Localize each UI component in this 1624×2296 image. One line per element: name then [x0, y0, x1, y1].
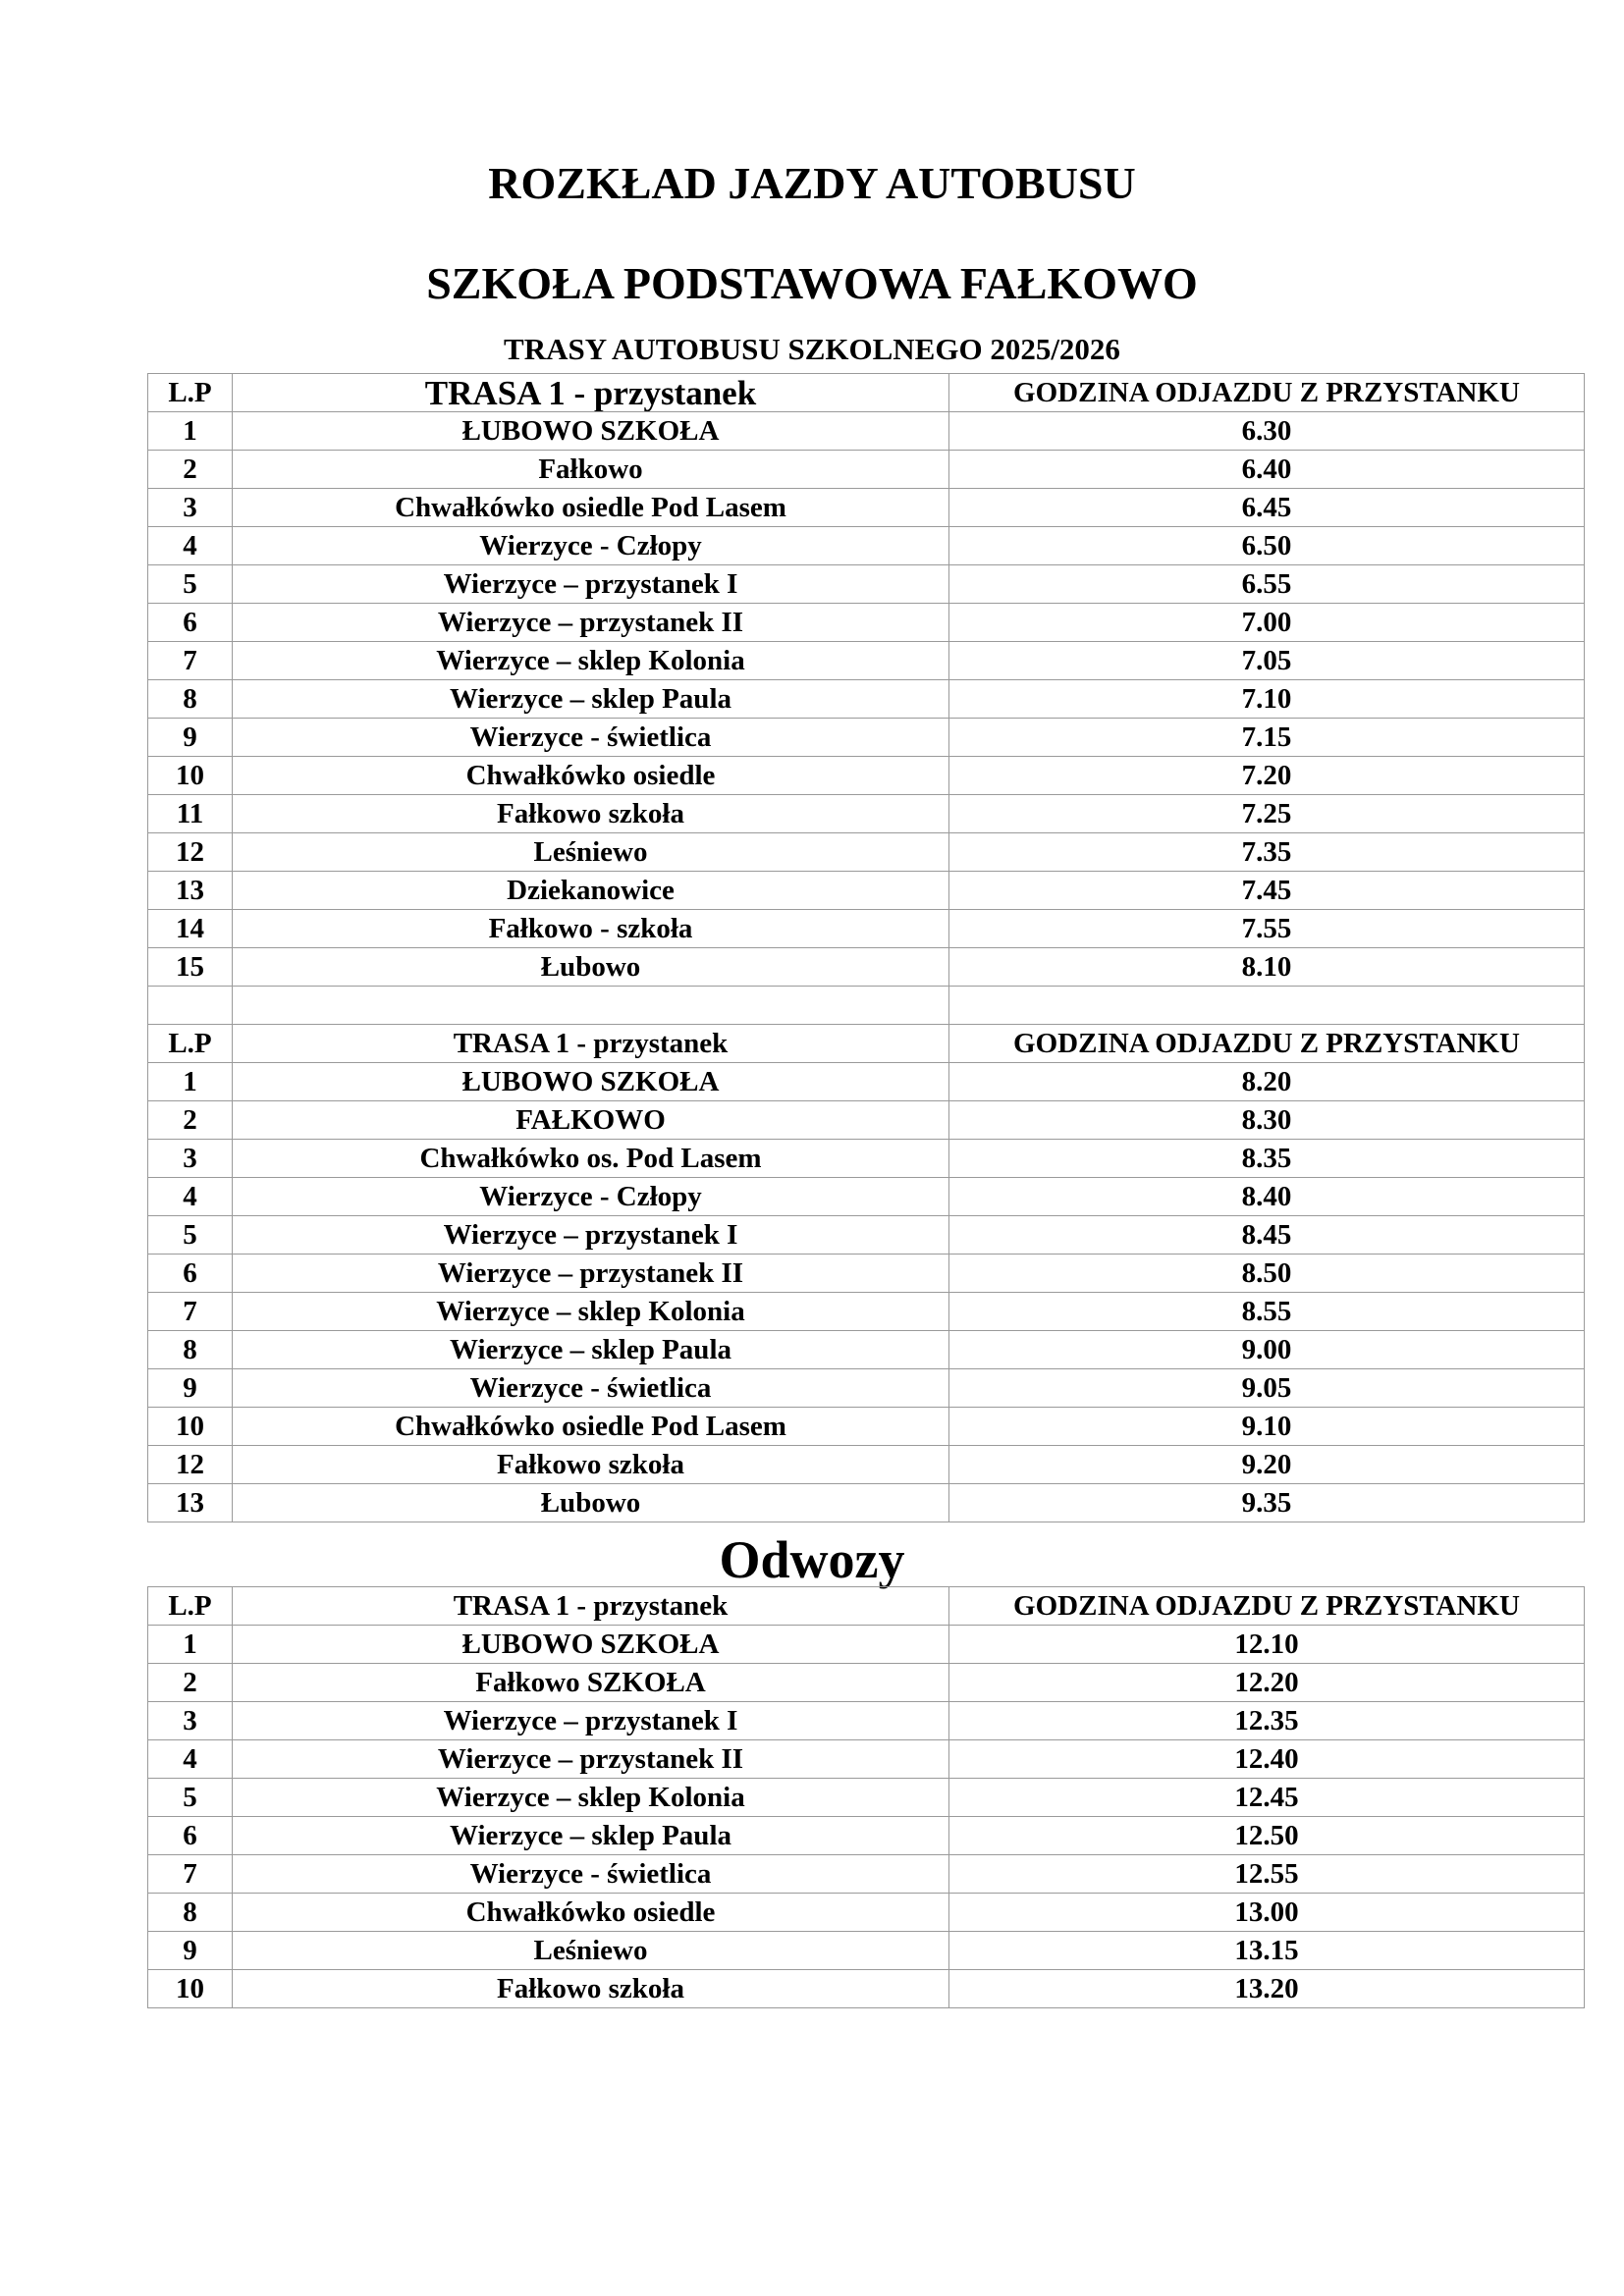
- cell-stop: Wierzyce – sklep Kolonia: [233, 1779, 949, 1817]
- cell-stop: ŁUBOWO SZKOŁA: [233, 1626, 949, 1664]
- cell-time: 7.35: [949, 833, 1585, 872]
- cell-stop: Chwałkówko osiedle: [233, 757, 949, 795]
- cell-time: 8.20: [949, 1063, 1585, 1101]
- table-row: [148, 1855, 1585, 1894]
- table-row: [148, 604, 1585, 642]
- cell-stop: Wierzyce – sklep Paula: [233, 1817, 949, 1855]
- cell-time: 8.55: [949, 1293, 1585, 1331]
- spacer-row: [148, 987, 1585, 1025]
- cell-lp: 5: [148, 1779, 233, 1817]
- table-row: [148, 1932, 1585, 1970]
- cell-time: 8.40: [949, 1178, 1585, 1216]
- table-row: [148, 451, 1585, 489]
- table-row: [148, 719, 1585, 757]
- cell-time: 6.50: [949, 527, 1585, 565]
- cell-stop: Fałkowo szkoła: [233, 795, 949, 833]
- cell-lp: 9: [148, 1369, 233, 1408]
- table-row: [148, 1293, 1585, 1331]
- cell-time: 13.15: [949, 1932, 1585, 1970]
- cell-stop: Chwałkówko osiedle Pod Lasem: [233, 489, 949, 527]
- table-row: [148, 1446, 1585, 1484]
- cell-stop: Dziekanowice: [233, 872, 949, 910]
- table-row: [148, 1369, 1585, 1408]
- table-row: [148, 1740, 1585, 1779]
- header-time: GODZINA ODJAZDU Z PRZYSTANKU: [949, 374, 1585, 412]
- table-row: [148, 680, 1585, 719]
- cell-time: 8.45: [949, 1216, 1585, 1255]
- cell-lp: 8: [148, 1331, 233, 1369]
- cell-stop: Wierzyce - Człopy: [233, 1178, 949, 1216]
- table-row: [148, 1484, 1585, 1522]
- cell-lp: 6: [148, 1817, 233, 1855]
- table-row: [148, 1255, 1585, 1293]
- cell-lp: 4: [148, 1178, 233, 1216]
- header-time: GODZINA ODJAZDU Z PRZYSTANKU: [949, 1025, 1585, 1063]
- header-lp: L.P: [148, 1587, 233, 1626]
- table-row: [148, 1216, 1585, 1255]
- cell-stop: Wierzyce - świetlica: [233, 1855, 949, 1894]
- cell-lp: 7: [148, 1855, 233, 1894]
- table-row: [148, 1702, 1585, 1740]
- cell-lp: 4: [148, 1740, 233, 1779]
- cell-time: 12.45: [949, 1779, 1585, 1817]
- cell-stop: Wierzyce – przystanek I: [233, 1702, 949, 1740]
- cell-lp: 9: [148, 719, 233, 757]
- cell-lp: 3: [148, 1702, 233, 1740]
- cell-lp: 10: [148, 757, 233, 795]
- table-row: [148, 1970, 1585, 2008]
- cell-time: 7.55: [949, 910, 1585, 948]
- table-row: [148, 489, 1585, 527]
- table-row: [148, 412, 1585, 451]
- table-row: [148, 1664, 1585, 1702]
- table-row: [148, 642, 1585, 680]
- table-row: [148, 795, 1585, 833]
- cell-time: 7.15: [949, 719, 1585, 757]
- table-row: [148, 910, 1585, 948]
- cell-time: 9.20: [949, 1446, 1585, 1484]
- cell-stop: Leśniewo: [233, 833, 949, 872]
- cell-stop: Wierzyce - świetlica: [233, 719, 949, 757]
- cell-lp: 12: [148, 1446, 233, 1484]
- cell-lp: 9: [148, 1932, 233, 1970]
- cell-stop: Chwałkówko osiedle Pod Lasem: [233, 1408, 949, 1446]
- cell-lp: 2: [148, 451, 233, 489]
- cell-stop: Fałkowo - szkoła: [233, 910, 949, 948]
- table-row: [148, 1178, 1585, 1216]
- odwozy-heading: Odwozy: [719, 1530, 905, 1589]
- cell-stop: Wierzyce – sklep Paula: [233, 1331, 949, 1369]
- cell-lp: 8: [148, 1894, 233, 1932]
- cell-time: 12.55: [949, 1855, 1585, 1894]
- cell-stop: Wierzyce – przystanek I: [233, 1216, 949, 1255]
- timetable-morning: [147, 373, 1585, 1522]
- cell-lp: 14: [148, 910, 233, 948]
- table-row: [148, 833, 1585, 872]
- table-row: [148, 1063, 1585, 1101]
- cell-time: 13.00: [949, 1894, 1585, 1932]
- cell-time: 8.10: [949, 948, 1585, 987]
- cell-time: 8.35: [949, 1140, 1585, 1178]
- cell-lp: 2: [148, 1101, 233, 1140]
- cell-lp: 5: [148, 565, 233, 604]
- table-header-row: [148, 374, 1585, 412]
- cell-stop: Wierzyce – przystanek II: [233, 604, 949, 642]
- cell-time: 9.35: [949, 1484, 1585, 1522]
- table-row: [148, 872, 1585, 910]
- cell-lp: 5: [148, 1216, 233, 1255]
- cell-lp: 6: [148, 1255, 233, 1293]
- cell-time: 9.05: [949, 1369, 1585, 1408]
- table-row: [148, 1779, 1585, 1817]
- table-row: [148, 1894, 1585, 1932]
- cell-time: 12.35: [949, 1702, 1585, 1740]
- table-row: [148, 527, 1585, 565]
- cell-lp: 2: [148, 1664, 233, 1702]
- cell-time: 13.20: [949, 1970, 1585, 2008]
- school-name: SZKOŁA PODSTAWOWA FAŁKOWO: [426, 258, 1198, 308]
- cell-lp: 3: [148, 1140, 233, 1178]
- header-stop: TRASA 1 - przystanek: [233, 1587, 949, 1626]
- header-lp: L.P: [148, 1025, 233, 1063]
- cell-time: 12.40: [949, 1740, 1585, 1779]
- cell-stop: Fałkowo: [233, 451, 949, 489]
- table-header-row: [148, 1025, 1585, 1063]
- page-title: ROZKŁAD JAZDY AUTOBUSU: [488, 158, 1136, 208]
- cell-stop: Wierzyce – przystanek II: [233, 1255, 949, 1293]
- cell-stop: Wierzyce – przystanek II: [233, 1740, 949, 1779]
- cell-time: 9.10: [949, 1408, 1585, 1446]
- cell-stop: Fałkowo szkoła: [233, 1446, 949, 1484]
- table-row: [148, 948, 1585, 987]
- cell-time: 7.20: [949, 757, 1585, 795]
- cell-lp: 12: [148, 833, 233, 872]
- table-row: [148, 1331, 1585, 1369]
- header-lp: L.P: [148, 374, 233, 412]
- table-header-row: [148, 1587, 1585, 1626]
- cell-stop: ŁUBOWO SZKOŁA: [233, 412, 949, 451]
- cell-lp: 10: [148, 1408, 233, 1446]
- cell-time: 6.55: [949, 565, 1585, 604]
- cell-time: 8.30: [949, 1101, 1585, 1140]
- cell-stop: Fałkowo szkoła: [233, 1970, 949, 2008]
- header-stop: TRASA 1 - przystanek: [233, 374, 949, 412]
- cell-stop: Wierzyce - Człopy: [233, 527, 949, 565]
- table-row: [148, 1408, 1585, 1446]
- cell-time: 7.00: [949, 604, 1585, 642]
- table-row: [148, 1140, 1585, 1178]
- cell-lp: 6: [148, 604, 233, 642]
- timetable-return: [147, 1586, 1585, 2008]
- cell-stop: Wierzyce – sklep Kolonia: [233, 1293, 949, 1331]
- cell-time: 7.05: [949, 642, 1585, 680]
- cell-time: 12.20: [949, 1664, 1585, 1702]
- cell-time: 7.45: [949, 872, 1585, 910]
- cell-time: 7.10: [949, 680, 1585, 719]
- cell-stop: Wierzyce - świetlica: [233, 1369, 949, 1408]
- cell-lp: 13: [148, 872, 233, 910]
- cell-lp: 13: [148, 1484, 233, 1522]
- cell-stop: Wierzyce – sklep Paula: [233, 680, 949, 719]
- table-row: [148, 757, 1585, 795]
- cell-time: 9.00: [949, 1331, 1585, 1369]
- cell-time: 12.10: [949, 1626, 1585, 1664]
- cell-stop: Łubowo: [233, 948, 949, 987]
- cell-time: 12.50: [949, 1817, 1585, 1855]
- cell-lp: 11: [148, 795, 233, 833]
- cell-time: 7.25: [949, 795, 1585, 833]
- table-row: [148, 1101, 1585, 1140]
- header-stop: TRASA 1 - przystanek: [233, 1025, 949, 1063]
- header-time: GODZINA ODJAZDU Z PRZYSTANKU: [949, 1587, 1585, 1626]
- cell-stop: Chwałkówko osiedle: [233, 1894, 949, 1932]
- cell-stop: Łubowo: [233, 1484, 949, 1522]
- cell-lp: 8: [148, 680, 233, 719]
- cell-lp: 7: [148, 642, 233, 680]
- cell-stop: Fałkowo SZKOŁA: [233, 1664, 949, 1702]
- cell-lp: 1: [148, 412, 233, 451]
- cell-stop: Chwałkówko os. Pod Lasem: [233, 1140, 949, 1178]
- cell-lp: 10: [148, 1970, 233, 2008]
- cell-stop: Wierzyce – przystanek I: [233, 565, 949, 604]
- schedule-subtitle: TRASY AUTOBUSU SZKOLNEGO 2025/2026: [504, 332, 1120, 366]
- cell-stop: Wierzyce – sklep Kolonia: [233, 642, 949, 680]
- cell-lp: 1: [148, 1063, 233, 1101]
- table-row: [148, 1817, 1585, 1855]
- cell-time: 6.45: [949, 489, 1585, 527]
- cell-lp: 7: [148, 1293, 233, 1331]
- cell-stop: ŁUBOWO SZKOŁA: [233, 1063, 949, 1101]
- cell-lp: 15: [148, 948, 233, 987]
- table-row: [148, 1626, 1585, 1664]
- cell-time: 6.30: [949, 412, 1585, 451]
- cell-stop: FAŁKOWO: [233, 1101, 949, 1140]
- cell-lp: 4: [148, 527, 233, 565]
- cell-time: 6.40: [949, 451, 1585, 489]
- cell-stop: Leśniewo: [233, 1932, 949, 1970]
- cell-time: 8.50: [949, 1255, 1585, 1293]
- table-row: [148, 565, 1585, 604]
- cell-lp: 3: [148, 489, 233, 527]
- cell-lp: 1: [148, 1626, 233, 1664]
